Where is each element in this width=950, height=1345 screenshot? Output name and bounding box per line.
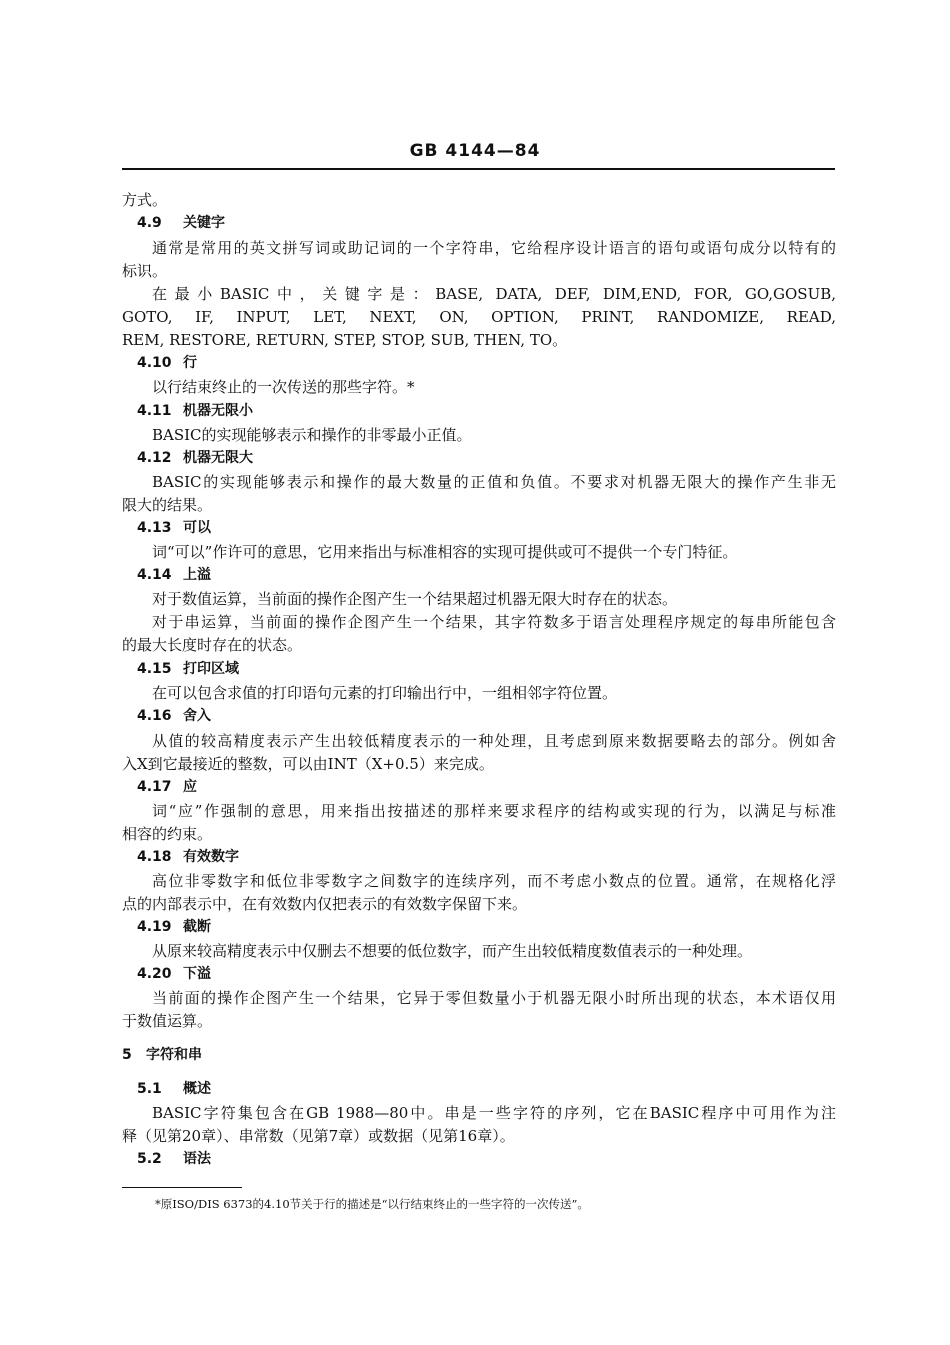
- section-title: 行: [183, 355, 197, 371]
- section-title: 概述: [183, 1081, 211, 1097]
- paragraph-line: 限大的结果。: [122, 496, 213, 514]
- section-heading-4-12: [137, 448, 253, 468]
- paragraph-line: 对于串运算，当前面的操作企图产生一个结果，其字符数多于语言处理程序规定的每串所能包含: [152, 613, 836, 631]
- page-header: GB 4144—84: [409, 141, 541, 161]
- section-number: 4.15: [137, 661, 172, 677]
- section-heading-4-9: [137, 213, 225, 233]
- section-title: 有效数字: [183, 849, 239, 865]
- section-title: 下溢: [183, 966, 211, 982]
- section-title: 字符和串: [146, 1047, 202, 1063]
- paragraph-line: 通常是常用的英文拼写词或助记词的一个字符串，它给程序设计语言的语句或语句成分以特有的: [152, 239, 836, 257]
- section-number: 4.11: [137, 403, 172, 419]
- section-title: 上溢: [183, 567, 211, 583]
- section-heading-4-14: [137, 565, 211, 585]
- header-rule: [122, 168, 835, 170]
- section-heading-4-15: [137, 659, 239, 679]
- paragraph-line: 从原来较高精度表示中仅删去不想要的低位数字，而产生出较低精度数值表示的一种处理。: [152, 942, 753, 960]
- paragraph-line: BASIC的实现能够表示和操作的非零最小正值。: [152, 426, 472, 444]
- section-heading-4-11: [137, 401, 253, 421]
- paragraph-line: 词“可以”作许可的意思，它用来指出与标准相容的实现可提供或可不提供一个专门特征。: [152, 543, 738, 561]
- paragraph-line: 高位非零数字和低位非零数字之间数字的连续序列，而不考虑小数点的位置。通常，在规格化浮: [152, 872, 836, 890]
- paragraph-line: 标识。: [122, 262, 168, 280]
- section-heading-4-18: [137, 847, 239, 867]
- section-number: 4.14: [137, 567, 172, 583]
- paragraph-line: 在最小BASIC中，关键字是：BASE, DATA, DEF, DIM,END, FOR, GO,GOSUB,: [152, 285, 836, 303]
- section-number: 5.2: [137, 1151, 162, 1167]
- section-heading-4-17: [137, 777, 197, 797]
- paragraph-line: BASIC字符集包含在GB 1988—80中。串是一些字符的序列，它在BASIC程序中可用作为注: [152, 1104, 836, 1122]
- paragraph-line: 从值的较高精度表示产生出较低精度表示的一种处理，且考虑到原来数据要略去的部分。例如舍: [152, 732, 836, 750]
- text-line: 方式。: [122, 191, 168, 209]
- paragraph-line: 点的内部表示中，在有效数内仅把表示的有效数字保留下来。: [122, 895, 528, 913]
- section-number: 4.9: [137, 215, 162, 231]
- section-heading-5-2: [137, 1149, 211, 1169]
- section-number: 5: [122, 1047, 132, 1063]
- footnote-rule: [122, 1187, 242, 1188]
- paragraph-line: 在可以包含求值的打印语句元素的打印输出行中，一组相邻字符位置。: [152, 684, 618, 702]
- paragraph-line: 当前面的操作企图产生一个结果，它异于零但数量小于机器无限小时所出现的状态，本术语仅用: [152, 989, 836, 1007]
- paragraph-line: 词“应”作强制的意思，用来指出按描述的那样来要求程序的结构或实现的行为，以满足与标准: [152, 802, 836, 820]
- section-heading-4-13: [137, 518, 211, 538]
- section-number: 4.12: [137, 450, 172, 466]
- section-number: 4.18: [137, 849, 172, 865]
- paragraph-line: REM, RESTORE, RETURN, STEP, STOP, SUB, THEN, TO。: [122, 331, 568, 349]
- section-number: 4.20: [137, 966, 172, 982]
- paragraph-line: GOTO, IF, INPUT, LET, NEXT, ON, OPTION, PRINT, RANDOMIZE, READ,: [122, 308, 836, 326]
- section-heading-4-20: [137, 964, 211, 984]
- paragraph-line: 相容的约束。: [122, 825, 213, 843]
- section-number: 4.13: [137, 520, 172, 536]
- paragraph-line: 对于数值运算，当前面的操作企图产生一个结果超过机器无限大时存在的状态。: [152, 590, 678, 608]
- section-heading-4-16: [137, 706, 211, 726]
- section-number: 4.19: [137, 919, 172, 935]
- section-title: 机器无限大: [183, 450, 253, 466]
- section-heading-5-1: [137, 1079, 211, 1099]
- paragraph-line: 以行结束终止的一次传送的那些字符。*: [152, 378, 415, 396]
- section-title: 可以: [183, 520, 211, 536]
- footnote: *原ISO/DIS 6373的4.10节关于行的描述是“以行结束终止的一些字符的一次传送”。: [155, 1197, 589, 1211]
- paragraph-line: 的最大长度时存在的状态。: [122, 636, 303, 654]
- section-title: 舍入: [183, 708, 211, 724]
- section-title: 语法: [183, 1151, 211, 1167]
- section-number: 4.17: [137, 779, 172, 795]
- paragraph-line: 入X到它最接近的整数，可以由INT（X+0.5）来完成。: [122, 755, 494, 773]
- section-title: 打印区域: [183, 661, 239, 677]
- paragraph-line: 释（见第20章）、串常数（见第7章）或数据（见第16章）。: [122, 1127, 515, 1145]
- section-title: 应: [183, 779, 197, 795]
- section-heading-4-10: [137, 353, 197, 373]
- section-number: 5.1: [137, 1081, 162, 1097]
- paragraph-line: 于数值运算。: [122, 1012, 213, 1030]
- section-heading-4-19: [137, 917, 211, 937]
- paragraph-line: BASIC的实现能够表示和操作的最大数量的正值和负值。不要求对机器无限大的操作产生非无: [152, 473, 836, 491]
- section-number: 4.16: [137, 708, 172, 724]
- chapter-heading-5: [122, 1045, 202, 1065]
- section-number: 4.10: [137, 355, 172, 371]
- section-title: 机器无限小: [183, 403, 253, 419]
- section-title: 关键字: [183, 215, 225, 231]
- section-title: 截断: [183, 919, 211, 935]
